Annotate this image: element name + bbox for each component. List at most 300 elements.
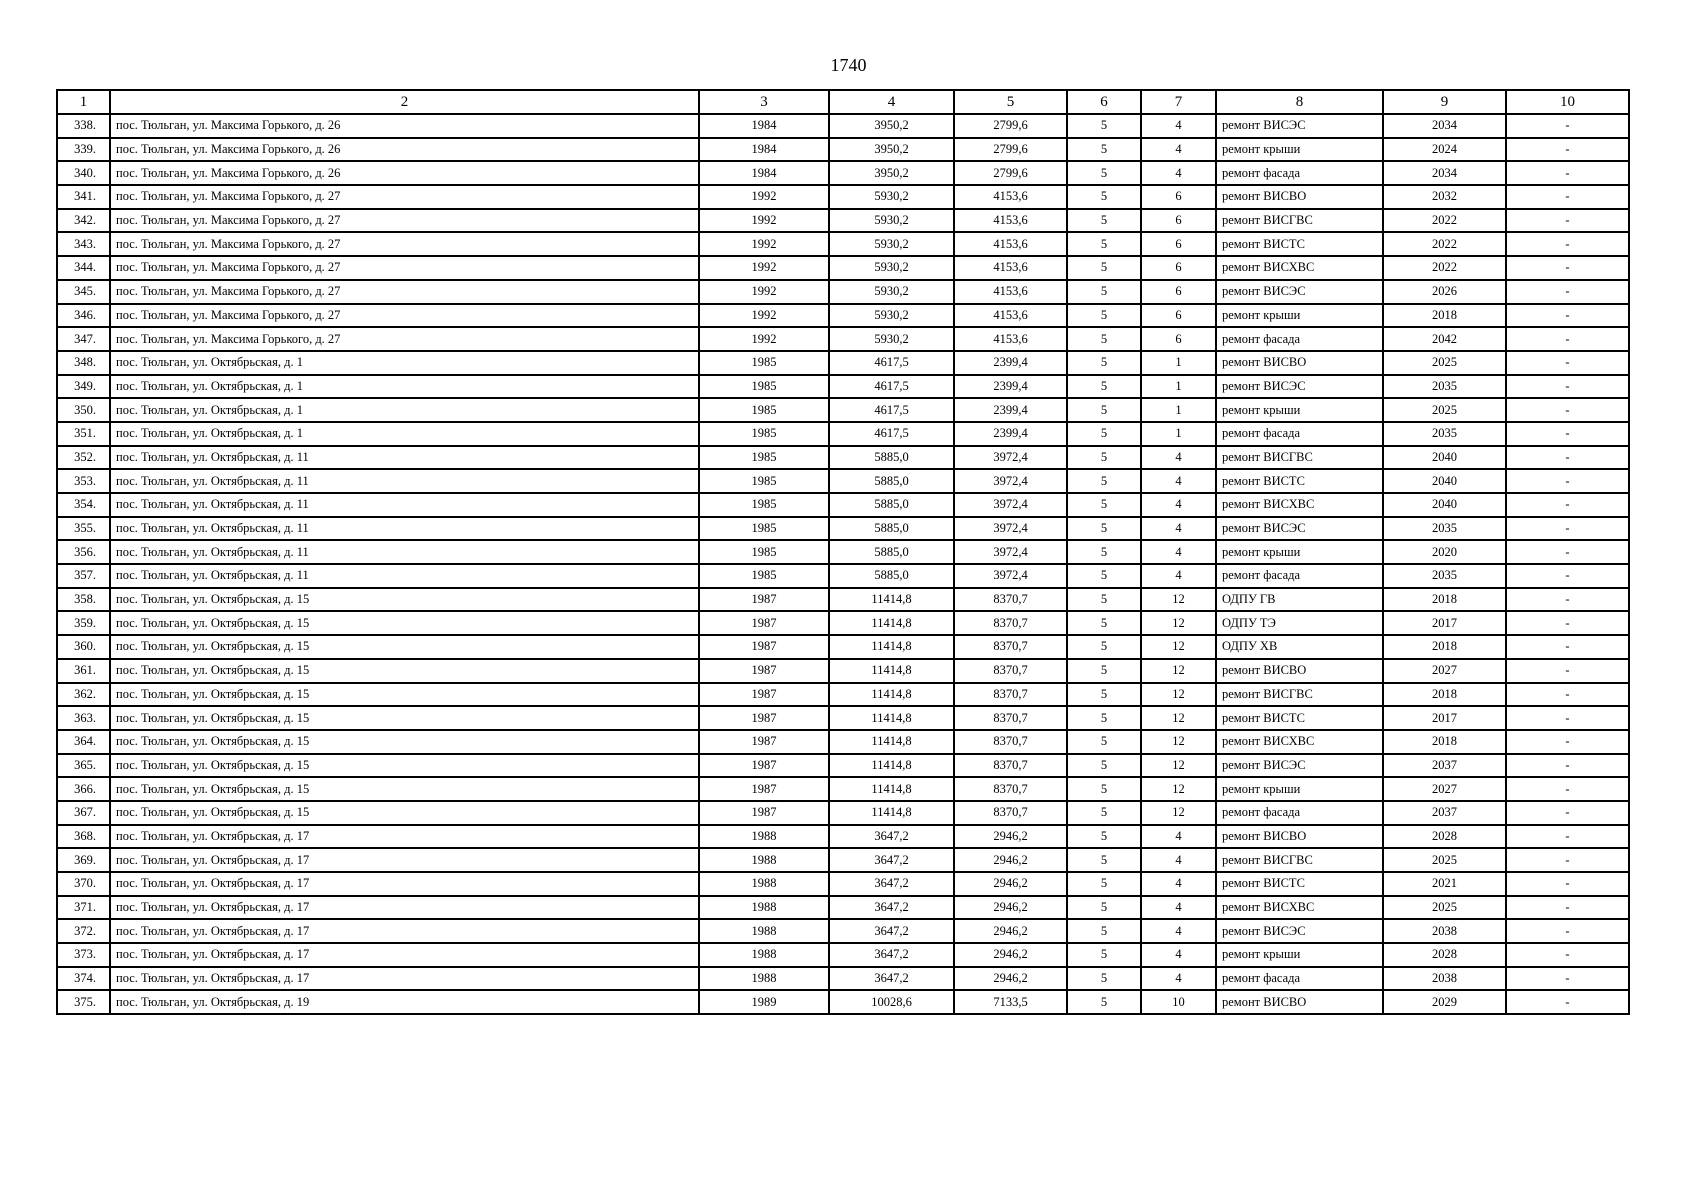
cell-address: пос. Тюльган, ул. Октябрьская, д. 15 bbox=[110, 706, 699, 730]
table-row bbox=[57, 540, 1629, 564]
cell-floors: 5 bbox=[1067, 611, 1141, 635]
cell-entrances: 6 bbox=[1141, 232, 1216, 256]
cell-residential-area: 3972,4 bbox=[954, 517, 1067, 541]
cell-residential-area: 2399,4 bbox=[954, 398, 1067, 422]
cell-note: - bbox=[1506, 517, 1629, 541]
cell-total-area: 4617,5 bbox=[829, 375, 954, 399]
cell-address: пос. Тюльган, ул. Октябрьская, д. 11 bbox=[110, 469, 699, 493]
cell-year-built: 1985 bbox=[699, 564, 829, 588]
cell-note: - bbox=[1506, 777, 1629, 801]
cell-planned-year: 2026 bbox=[1383, 280, 1506, 304]
cell-planned-year: 2021 bbox=[1383, 872, 1506, 896]
cell-address: пос. Тюльган, ул. Октябрьская, д. 1 bbox=[110, 375, 699, 399]
cell-year-built: 1988 bbox=[699, 848, 829, 872]
cell-planned-year: 2027 bbox=[1383, 659, 1506, 683]
cell-row-number: 374. bbox=[57, 967, 110, 991]
cell-note: - bbox=[1506, 161, 1629, 185]
cell-residential-area: 8370,7 bbox=[954, 588, 1067, 612]
cell-residential-area: 4153,6 bbox=[954, 280, 1067, 304]
cell-planned-year: 2024 bbox=[1383, 138, 1506, 162]
page-number: 1740 bbox=[830, 55, 867, 75]
cell-work-type: ремонт ВИСВО bbox=[1216, 351, 1383, 375]
cell-work-type: ремонт ВИСЭС bbox=[1216, 114, 1383, 138]
cell-note: - bbox=[1506, 232, 1629, 256]
cell-residential-area: 2799,6 bbox=[954, 138, 1067, 162]
cell-year-built: 1992 bbox=[699, 304, 829, 328]
cell-total-area: 5930,2 bbox=[829, 185, 954, 209]
cell-row-number: 352. bbox=[57, 446, 110, 470]
cell-planned-year: 2018 bbox=[1383, 683, 1506, 707]
cell-row-number: 365. bbox=[57, 754, 110, 778]
cell-address: пос. Тюльган, ул. Максима Горького, д. 26 bbox=[110, 138, 699, 162]
cell-row-number: 346. bbox=[57, 304, 110, 328]
cell-work-type: ремонт крыши bbox=[1216, 943, 1383, 967]
cell-row-number: 355. bbox=[57, 517, 110, 541]
cell-work-type: ремонт фасада bbox=[1216, 967, 1383, 991]
cell-year-built: 1992 bbox=[699, 327, 829, 351]
cell-row-number: 361. bbox=[57, 659, 110, 683]
cell-work-type: ремонт ВИСХВС bbox=[1216, 256, 1383, 280]
cell-residential-area: 2946,2 bbox=[954, 872, 1067, 896]
cell-total-area: 5930,2 bbox=[829, 304, 954, 328]
cell-planned-year: 2022 bbox=[1383, 209, 1506, 233]
cell-residential-area: 3972,4 bbox=[954, 493, 1067, 517]
cell-year-built: 1988 bbox=[699, 967, 829, 991]
cell-floors: 5 bbox=[1067, 754, 1141, 778]
cell-address: пос. Тюльган, ул. Октябрьская, д. 15 bbox=[110, 635, 699, 659]
cell-row-number: 340. bbox=[57, 161, 110, 185]
cell-total-area: 4617,5 bbox=[829, 422, 954, 446]
cell-planned-year: 2018 bbox=[1383, 730, 1506, 754]
cell-address: пос. Тюльган, ул. Октябрьская, д. 17 bbox=[110, 872, 699, 896]
cell-entrances: 12 bbox=[1141, 588, 1216, 612]
cell-total-area: 5885,0 bbox=[829, 540, 954, 564]
cell-total-area: 3950,2 bbox=[829, 161, 954, 185]
cell-floors: 5 bbox=[1067, 209, 1141, 233]
cell-row-number: 369. bbox=[57, 848, 110, 872]
table-row bbox=[57, 114, 1629, 138]
cell-entrances: 4 bbox=[1141, 161, 1216, 185]
cell-row-number: 362. bbox=[57, 683, 110, 707]
cell-floors: 5 bbox=[1067, 469, 1141, 493]
cell-address: пос. Тюльган, ул. Октябрьская, д. 17 bbox=[110, 896, 699, 920]
cell-address: пос. Тюльган, ул. Максима Горького, д. 27 bbox=[110, 304, 699, 328]
cell-address: пос. Тюльган, ул. Октябрьская, д. 1 bbox=[110, 398, 699, 422]
table-row bbox=[57, 967, 1629, 991]
cell-residential-area: 4153,6 bbox=[954, 185, 1067, 209]
cell-entrances: 12 bbox=[1141, 683, 1216, 707]
cell-row-number: 341. bbox=[57, 185, 110, 209]
cell-entrances: 4 bbox=[1141, 848, 1216, 872]
cell-note: - bbox=[1506, 493, 1629, 517]
cell-residential-area: 8370,7 bbox=[954, 706, 1067, 730]
cell-residential-area: 3972,4 bbox=[954, 540, 1067, 564]
cell-work-type: ремонт фасада bbox=[1216, 422, 1383, 446]
cell-residential-area: 8370,7 bbox=[954, 683, 1067, 707]
cell-entrances: 4 bbox=[1141, 138, 1216, 162]
cell-note: - bbox=[1506, 256, 1629, 280]
cell-residential-area: 2946,2 bbox=[954, 825, 1067, 849]
cell-entrances: 1 bbox=[1141, 422, 1216, 446]
cell-note: - bbox=[1506, 967, 1629, 991]
cell-note: - bbox=[1506, 351, 1629, 375]
cell-entrances: 12 bbox=[1141, 659, 1216, 683]
cell-entrances: 12 bbox=[1141, 801, 1216, 825]
cell-entrances: 4 bbox=[1141, 446, 1216, 470]
cell-total-area: 11414,8 bbox=[829, 683, 954, 707]
cell-address: пос. Тюльган, ул. Максима Горького, д. 27 bbox=[110, 209, 699, 233]
cell-total-area: 3950,2 bbox=[829, 114, 954, 138]
table-row bbox=[57, 280, 1629, 304]
cell-planned-year: 2034 bbox=[1383, 114, 1506, 138]
table-row bbox=[57, 754, 1629, 778]
cell-entrances: 6 bbox=[1141, 280, 1216, 304]
cell-planned-year: 2025 bbox=[1383, 351, 1506, 375]
cell-year-built: 1987 bbox=[699, 611, 829, 635]
cell-planned-year: 2017 bbox=[1383, 611, 1506, 635]
cell-year-built: 1985 bbox=[699, 540, 829, 564]
cell-entrances: 4 bbox=[1141, 114, 1216, 138]
cell-residential-area: 2399,4 bbox=[954, 375, 1067, 399]
cell-planned-year: 2022 bbox=[1383, 232, 1506, 256]
column-header-2: 2 bbox=[110, 90, 699, 114]
cell-year-built: 1987 bbox=[699, 801, 829, 825]
cell-entrances: 4 bbox=[1141, 517, 1216, 541]
cell-entrances: 4 bbox=[1141, 469, 1216, 493]
cell-year-built: 1987 bbox=[699, 730, 829, 754]
cell-total-area: 11414,8 bbox=[829, 777, 954, 801]
cell-planned-year: 2029 bbox=[1383, 990, 1506, 1014]
cell-entrances: 12 bbox=[1141, 754, 1216, 778]
cell-year-built: 1992 bbox=[699, 232, 829, 256]
cell-address: пос. Тюльган, ул. Максима Горького, д. 27 bbox=[110, 185, 699, 209]
cell-work-type: ремонт ВИСТС bbox=[1216, 469, 1383, 493]
cell-work-type: ремонт крыши bbox=[1216, 304, 1383, 328]
cell-address: пос. Тюльган, ул. Октябрьская, д. 15 bbox=[110, 801, 699, 825]
column-header-3: 3 bbox=[699, 90, 829, 114]
cell-entrances: 6 bbox=[1141, 327, 1216, 351]
cell-row-number: 363. bbox=[57, 706, 110, 730]
cell-note: - bbox=[1506, 872, 1629, 896]
cell-entrances: 6 bbox=[1141, 185, 1216, 209]
cell-address: пос. Тюльган, ул. Октябрьская, д. 17 bbox=[110, 943, 699, 967]
cell-work-type: ремонт ВИСТС bbox=[1216, 232, 1383, 256]
cell-work-type: ремонт ВИСВО bbox=[1216, 659, 1383, 683]
cell-total-area: 3647,2 bbox=[829, 848, 954, 872]
cell-residential-area: 4153,6 bbox=[954, 209, 1067, 233]
cell-year-built: 1985 bbox=[699, 375, 829, 399]
cell-row-number: 360. bbox=[57, 635, 110, 659]
table-row bbox=[57, 446, 1629, 470]
cell-floors: 5 bbox=[1067, 777, 1141, 801]
repair-schedule-table bbox=[56, 89, 1630, 1015]
cell-note: - bbox=[1506, 280, 1629, 304]
cell-address: пос. Тюльган, ул. Октябрьская, д. 1 bbox=[110, 422, 699, 446]
cell-entrances: 4 bbox=[1141, 564, 1216, 588]
column-header-6: 6 bbox=[1067, 90, 1141, 114]
cell-row-number: 357. bbox=[57, 564, 110, 588]
cell-floors: 5 bbox=[1067, 730, 1141, 754]
cell-total-area: 3950,2 bbox=[829, 138, 954, 162]
cell-work-type: ремонт крыши bbox=[1216, 540, 1383, 564]
cell-note: - bbox=[1506, 540, 1629, 564]
cell-row-number: 351. bbox=[57, 422, 110, 446]
cell-year-built: 1987 bbox=[699, 706, 829, 730]
cell-work-type: ремонт ВИСЭС bbox=[1216, 919, 1383, 943]
cell-floors: 5 bbox=[1067, 848, 1141, 872]
cell-note: - bbox=[1506, 943, 1629, 967]
cell-residential-area: 2946,2 bbox=[954, 896, 1067, 920]
table-row bbox=[57, 588, 1629, 612]
cell-floors: 5 bbox=[1067, 872, 1141, 896]
table-row bbox=[57, 185, 1629, 209]
cell-floors: 5 bbox=[1067, 919, 1141, 943]
cell-work-type: ремонт фасада bbox=[1216, 564, 1383, 588]
cell-total-area: 3647,2 bbox=[829, 872, 954, 896]
cell-planned-year: 2035 bbox=[1383, 422, 1506, 446]
cell-work-type: ремонт ВИСТС bbox=[1216, 706, 1383, 730]
cell-note: - bbox=[1506, 327, 1629, 351]
cell-total-area: 3647,2 bbox=[829, 967, 954, 991]
cell-work-type: ремонт фасада bbox=[1216, 801, 1383, 825]
cell-year-built: 1992 bbox=[699, 256, 829, 280]
cell-work-type: ремонт ВИСГВС bbox=[1216, 446, 1383, 470]
cell-row-number: 372. bbox=[57, 919, 110, 943]
cell-entrances: 4 bbox=[1141, 967, 1216, 991]
cell-floors: 5 bbox=[1067, 138, 1141, 162]
cell-address: пос. Тюльган, ул. Октябрьская, д. 17 bbox=[110, 967, 699, 991]
cell-address: пос. Тюльган, ул. Октябрьская, д. 15 bbox=[110, 659, 699, 683]
cell-entrances: 12 bbox=[1141, 730, 1216, 754]
cell-row-number: 373. bbox=[57, 943, 110, 967]
cell-total-area: 11414,8 bbox=[829, 730, 954, 754]
cell-entrances: 4 bbox=[1141, 919, 1216, 943]
cell-floors: 5 bbox=[1067, 375, 1141, 399]
column-header-10: 10 bbox=[1506, 90, 1629, 114]
cell-note: - bbox=[1506, 469, 1629, 493]
cell-year-built: 1987 bbox=[699, 659, 829, 683]
table-row bbox=[57, 422, 1629, 446]
cell-work-type: ремонт ВИСВО bbox=[1216, 825, 1383, 849]
table-row bbox=[57, 398, 1629, 422]
cell-planned-year: 2032 bbox=[1383, 185, 1506, 209]
cell-residential-area: 2799,6 bbox=[954, 161, 1067, 185]
cell-planned-year: 2038 bbox=[1383, 967, 1506, 991]
cell-planned-year: 2018 bbox=[1383, 588, 1506, 612]
cell-year-built: 1985 bbox=[699, 517, 829, 541]
cell-total-area: 4617,5 bbox=[829, 398, 954, 422]
cell-address: пос. Тюльган, ул. Максима Горького, д. 27 bbox=[110, 256, 699, 280]
cell-planned-year: 2035 bbox=[1383, 517, 1506, 541]
cell-address: пос. Тюльган, ул. Октябрьская, д. 15 bbox=[110, 777, 699, 801]
cell-total-area: 11414,8 bbox=[829, 754, 954, 778]
cell-total-area: 11414,8 bbox=[829, 611, 954, 635]
cell-year-built: 1985 bbox=[699, 469, 829, 493]
cell-planned-year: 2022 bbox=[1383, 256, 1506, 280]
column-header-5: 5 bbox=[954, 90, 1067, 114]
cell-total-area: 11414,8 bbox=[829, 659, 954, 683]
cell-work-type: ремонт ВИСЭС bbox=[1216, 517, 1383, 541]
cell-address: пос. Тюльган, ул. Октябрьская, д. 17 bbox=[110, 848, 699, 872]
cell-work-type: ремонт крыши bbox=[1216, 777, 1383, 801]
cell-work-type: ремонт ВИСЭС bbox=[1216, 280, 1383, 304]
cell-floors: 5 bbox=[1067, 114, 1141, 138]
cell-entrances: 4 bbox=[1141, 825, 1216, 849]
cell-residential-area: 3972,4 bbox=[954, 469, 1067, 493]
cell-floors: 5 bbox=[1067, 659, 1141, 683]
cell-work-type: ОДПУ ГВ bbox=[1216, 588, 1383, 612]
table-row bbox=[57, 611, 1629, 635]
table-row bbox=[57, 161, 1629, 185]
cell-total-area: 5885,0 bbox=[829, 564, 954, 588]
cell-floors: 5 bbox=[1067, 801, 1141, 825]
cell-total-area: 5885,0 bbox=[829, 446, 954, 470]
cell-total-area: 5930,2 bbox=[829, 280, 954, 304]
cell-row-number: 343. bbox=[57, 232, 110, 256]
cell-floors: 5 bbox=[1067, 422, 1141, 446]
cell-planned-year: 2040 bbox=[1383, 493, 1506, 517]
cell-year-built: 1984 bbox=[699, 114, 829, 138]
cell-floors: 5 bbox=[1067, 588, 1141, 612]
cell-year-built: 1984 bbox=[699, 161, 829, 185]
cell-planned-year: 2017 bbox=[1383, 706, 1506, 730]
cell-residential-area: 2946,2 bbox=[954, 848, 1067, 872]
cell-total-area: 10028,6 bbox=[829, 990, 954, 1014]
table-row bbox=[57, 517, 1629, 541]
cell-entrances: 10 bbox=[1141, 990, 1216, 1014]
cell-note: - bbox=[1506, 706, 1629, 730]
table-row bbox=[57, 351, 1629, 375]
cell-planned-year: 2040 bbox=[1383, 469, 1506, 493]
cell-entrances: 4 bbox=[1141, 872, 1216, 896]
cell-note: - bbox=[1506, 730, 1629, 754]
cell-row-number: 353. bbox=[57, 469, 110, 493]
table-row bbox=[57, 209, 1629, 233]
cell-work-type: ремонт ВИСТС bbox=[1216, 872, 1383, 896]
cell-residential-area: 8370,7 bbox=[954, 754, 1067, 778]
cell-entrances: 12 bbox=[1141, 706, 1216, 730]
cell-total-area: 5930,2 bbox=[829, 209, 954, 233]
table-header-row bbox=[57, 90, 1629, 114]
cell-note: - bbox=[1506, 564, 1629, 588]
cell-total-area: 3647,2 bbox=[829, 896, 954, 920]
cell-floors: 5 bbox=[1067, 256, 1141, 280]
cell-note: - bbox=[1506, 801, 1629, 825]
cell-row-number: 359. bbox=[57, 611, 110, 635]
cell-floors: 5 bbox=[1067, 540, 1141, 564]
cell-planned-year: 2035 bbox=[1383, 375, 1506, 399]
cell-residential-area: 8370,7 bbox=[954, 777, 1067, 801]
cell-floors: 5 bbox=[1067, 683, 1141, 707]
cell-work-type: ремонт крыши bbox=[1216, 398, 1383, 422]
cell-total-area: 5885,0 bbox=[829, 493, 954, 517]
cell-total-area: 3647,2 bbox=[829, 919, 954, 943]
cell-work-type: ремонт ВИСХВС bbox=[1216, 730, 1383, 754]
cell-planned-year: 2027 bbox=[1383, 777, 1506, 801]
cell-address: пос. Тюльган, ул. Октябрьская, д. 15 bbox=[110, 754, 699, 778]
cell-floors: 5 bbox=[1067, 304, 1141, 328]
cell-planned-year: 2028 bbox=[1383, 825, 1506, 849]
cell-row-number: 347. bbox=[57, 327, 110, 351]
table-row bbox=[57, 138, 1629, 162]
cell-planned-year: 2028 bbox=[1383, 943, 1506, 967]
table-row bbox=[57, 777, 1629, 801]
cell-entrances: 1 bbox=[1141, 398, 1216, 422]
cell-year-built: 1988 bbox=[699, 919, 829, 943]
cell-note: - bbox=[1506, 375, 1629, 399]
cell-row-number: 342. bbox=[57, 209, 110, 233]
cell-row-number: 358. bbox=[57, 588, 110, 612]
cell-address: пос. Тюльган, ул. Октябрьская, д. 11 bbox=[110, 493, 699, 517]
cell-entrances: 12 bbox=[1141, 635, 1216, 659]
cell-floors: 5 bbox=[1067, 232, 1141, 256]
cell-address: пос. Тюльган, ул. Максима Горького, д. 27 bbox=[110, 280, 699, 304]
cell-note: - bbox=[1506, 990, 1629, 1014]
cell-work-type: ремонт ВИСГВС bbox=[1216, 209, 1383, 233]
table-row bbox=[57, 635, 1629, 659]
cell-year-built: 1988 bbox=[699, 872, 829, 896]
table-row bbox=[57, 564, 1629, 588]
cell-residential-area: 2799,6 bbox=[954, 114, 1067, 138]
table-row bbox=[57, 304, 1629, 328]
cell-residential-area: 3972,4 bbox=[954, 446, 1067, 470]
cell-address: пос. Тюльган, ул. Октябрьская, д. 11 bbox=[110, 540, 699, 564]
table-row bbox=[57, 659, 1629, 683]
table-row bbox=[57, 469, 1629, 493]
cell-year-built: 1988 bbox=[699, 896, 829, 920]
cell-note: - bbox=[1506, 611, 1629, 635]
cell-note: - bbox=[1506, 896, 1629, 920]
cell-entrances: 12 bbox=[1141, 777, 1216, 801]
cell-address: пос. Тюльган, ул. Максима Горького, д. 27 bbox=[110, 327, 699, 351]
table-row bbox=[57, 232, 1629, 256]
cell-address: пос. Тюльган, ул. Октябрьская, д. 17 bbox=[110, 919, 699, 943]
cell-planned-year: 2018 bbox=[1383, 635, 1506, 659]
cell-entrances: 6 bbox=[1141, 256, 1216, 280]
cell-entrances: 4 bbox=[1141, 943, 1216, 967]
cell-work-type: ремонт ВИСХВС bbox=[1216, 493, 1383, 517]
cell-work-type: ОДПУ ХВ bbox=[1216, 635, 1383, 659]
cell-year-built: 1985 bbox=[699, 493, 829, 517]
cell-row-number: 356. bbox=[57, 540, 110, 564]
cell-floors: 5 bbox=[1067, 896, 1141, 920]
cell-floors: 5 bbox=[1067, 280, 1141, 304]
table-row bbox=[57, 872, 1629, 896]
cell-year-built: 1989 bbox=[699, 990, 829, 1014]
cell-row-number: 375. bbox=[57, 990, 110, 1014]
cell-year-built: 1987 bbox=[699, 777, 829, 801]
cell-year-built: 1985 bbox=[699, 398, 829, 422]
cell-planned-year: 2040 bbox=[1383, 446, 1506, 470]
cell-residential-area: 8370,7 bbox=[954, 801, 1067, 825]
cell-floors: 5 bbox=[1067, 161, 1141, 185]
column-header-4: 4 bbox=[829, 90, 954, 114]
table-row bbox=[57, 493, 1629, 517]
table-row bbox=[57, 943, 1629, 967]
cell-residential-area: 2399,4 bbox=[954, 422, 1067, 446]
cell-row-number: 345. bbox=[57, 280, 110, 304]
cell-year-built: 1987 bbox=[699, 754, 829, 778]
cell-year-built: 1984 bbox=[699, 138, 829, 162]
cell-entrances: 6 bbox=[1141, 209, 1216, 233]
cell-year-built: 1992 bbox=[699, 280, 829, 304]
cell-residential-area: 2946,2 bbox=[954, 943, 1067, 967]
cell-work-type: ремонт ВИСГВС bbox=[1216, 683, 1383, 707]
cell-year-built: 1987 bbox=[699, 635, 829, 659]
cell-work-type: ремонт ВИСЭС bbox=[1216, 754, 1383, 778]
cell-address: пос. Тюльган, ул. Максима Горького, д. 26 bbox=[110, 161, 699, 185]
cell-planned-year: 2042 bbox=[1383, 327, 1506, 351]
